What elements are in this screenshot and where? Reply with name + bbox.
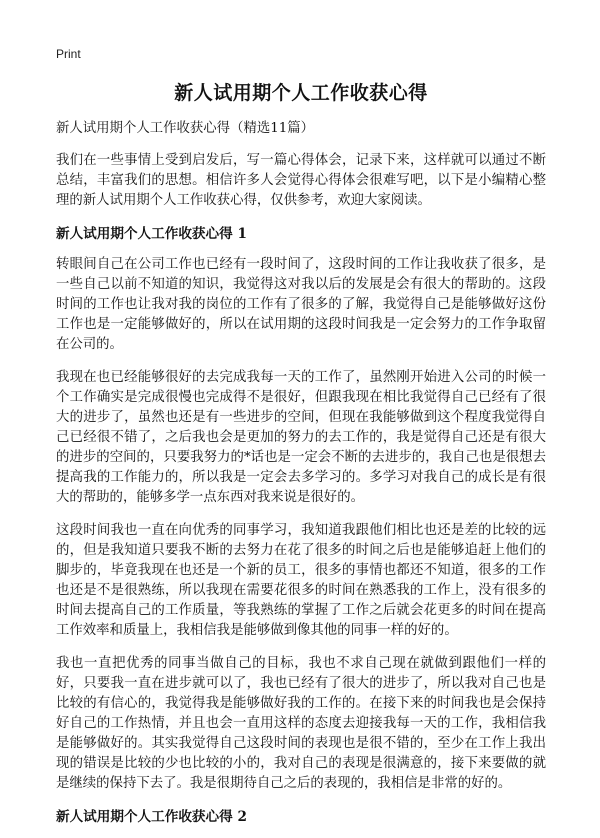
intro-paragraph: 我们在一些事情上受到启发后，写一篇心得体会，记录下来，这样就可以通过不断总结，丰富我们的思想。相信许多人会觉得心得体会很难写吧，以下是小编精心整理的新人试用期个人工作收获心得，仅供参考，欢迎大家阅读。: [56, 153, 546, 208]
document-title: 新人试用期个人工作收获心得: [174, 82, 428, 104]
section-1-paragraph-3: 这段时间我也一直在向优秀的同事学习，我知道我跟他们相比也还是差的比较的远的，但是我知道只要我不断的去努力在花了很多的时间之后也是能够追赶上他们的脚步的，毕竟我现在也还是一个新的员工，很多的事情也都还不知道，很多的工作也还是不是很熟练，所以我现在需要花很多的时间在熟悉我的工作上，没有很多的时间去提高自己的工作质量，等我熟练的掌握了工作之后就会花更多的时间在提高工作效率和质量上，我相信我是能够做到像其他的同事一样的好的。: [56, 523, 546, 638]
print-link[interactable]: Print: [56, 47, 81, 61]
section-heading-2: 新人试用期个人工作收获心得 2: [56, 809, 247, 825]
section-1-paragraph-1: 转眼间自己在公司工作也已经有一段时间了，这段时间的工作让我收获了很多，是一些自己以前不知道的知识，我觉得这对我以后的发展是会有很大的帮助的。这段时间的工作也让我对我的岗位的工作有了很多的了解，我觉得自己是能够做好这份工作也是一定能够做好的，所以在试用期的这段时间我是一定会努力的工作争取留在公司的。: [56, 257, 546, 352]
section-1-paragraph-2: 我现在也已经能够很好的去完成我每一天的工作了，虽然刚开始进入公司的时候一个工作确实是完成很慢也完成得不是很好，但跟我现在相比我觉得自己已经有了很大的进步了，虽然也还是有一些进步的空间，但现在我能够做到这个程度我觉得自己已经很不错了，之后我也会是更加的努力的去工作的，我是觉得自己还是有很大的进步的空间的，只要我努力的*话也是一定会不断的去进步的，我自己也是很想去提高我的工作能力的，所以我是一定会去多学习的。多学习对我自己的成长是有很大的帮助的，能够多学一点东西对我来说是很好的。: [56, 370, 546, 505]
document-subtitle: 新人试用期个人工作收获心得（精选11篇）: [56, 121, 315, 136]
section-heading-1: 新人试用期个人工作收获心得 1: [56, 226, 247, 242]
section-1-paragraph-4: 我也一直把优秀的同事当做自己的目标，我也不求自己现在就做到跟他们一样的好，只要我一直在进步就可以了，我也已经有了很大的进步了，所以我对自己也是比较的有信心的，我觉得我是能够做好我的工作的。在接下来的时间我也是会保持好自己的工作热情，并且也会一直用这样的态度去迎接我每一天的工作，我相信我是能够做好的。其实我觉得自己这段时间的表现也是很不错的，至少在工作上我出现的错误是比较的少也比较的小的，我对自己的表现是很满意的，接下来要做的就是继续的保持下去了。我是很期待自己之后的表现的，我相信是非常的好的。: [56, 656, 546, 791]
document-body: [56, 119, 546, 838]
